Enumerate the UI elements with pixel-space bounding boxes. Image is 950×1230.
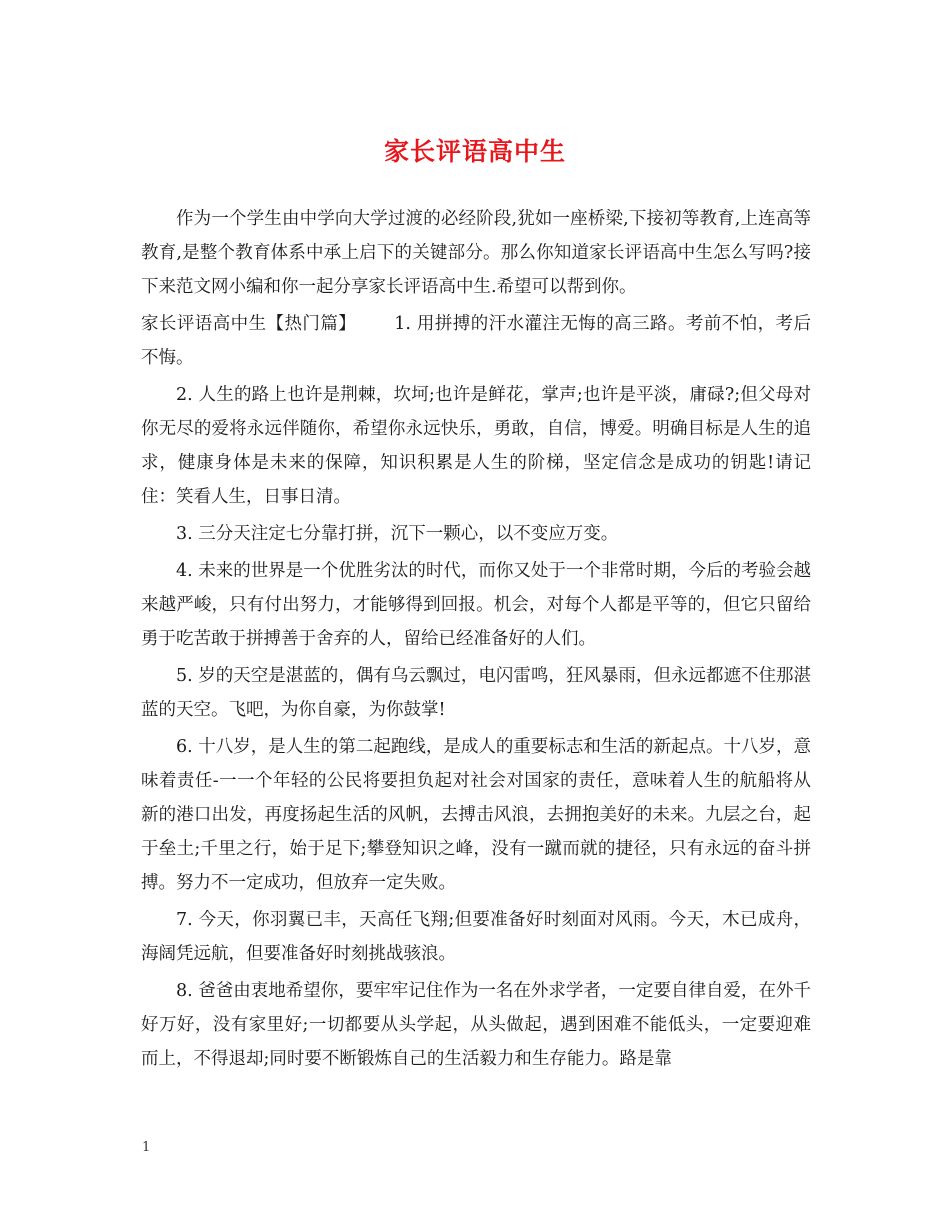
page-number: 1 (142, 1140, 151, 1155)
list-item-8: 8. 爸爸由衷地希望你，要牢牢记住作为一名在外求学者，一定要自律自爱，在外千好万好，没有家里好;一切都要从头学起，从头做起，遇到困难不能低头，一定要迎难而上，不得退却;同时要不断锻炼自己的生活毅力和生存能力。路是靠 (141, 981, 811, 1069)
document-body (141, 202, 811, 1076)
list-item-2: 2. 人生的路上也许是荆棘，坎坷;也许是鲜花，掌声;也许是平淡，庸碌?;但父母对你无尽的爱将永远伴随你，希望你永远快乐，勇敢，自信，博爱。明确目标是人生的追求，健康身体是未来的保障，知识积累是人生的阶梯，坚定信念是成功的钥匙!请记住：笑看人生，日事日清。 (141, 385, 811, 507)
section-heading-paragraph (141, 307, 811, 375)
list-item-1: 1. 用拼搏的汗水灌注无悔的高三路。考前不怕，考后不悔。 (141, 314, 811, 368)
section-heading: 家长评语高中生【热门篇】 (141, 314, 357, 334)
list-item-6: 6. 十八岁，是人生的第二起跑线，是成人的重要标志和生活的新起点。十八岁，意味着责任-一一个年轻的公民将要担负起对社会对国家的责任，意味着人生的航船将从新的港口出发，再度扬起生活的风帆，去搏击风浪，去拥抱美好的未来。九层之台，起于垒土;千里之行，始于足下;攀登知识之峰，没有一蹴而就的捷径，只有永远的奋斗拼搏。努力不一定成功，但放弃一定失败。 (141, 737, 811, 893)
intro-paragraph: 作为一个学生由中学向大学过渡的必经阶段,犹如一座桥梁,下接初等教育,上连高等教育,是整个教育体系中承上启下的关键部分。那么你知道家长评语高中生怎么写吗?接下来范文网小编和你一起分享家长评语高中生.希望可以帮到你。 (141, 209, 811, 297)
list-item-3: 3. 三分天注定七分靠打拼，沉下一颗心，以不变应万变。 (176, 524, 619, 544)
list-item-7: 7. 今天，你羽翼已丰，天高任飞翔;但要准备好时刻面对风雨。今天，木已成舟，海阔凭远航，但要准备好时刻挑战骇浪。 (141, 910, 811, 964)
page-title: 家长评语高中生 (383, 137, 566, 166)
list-item-4: 4. 未来的世界是一个优胜劣汰的时代，而你又处于一个非常时期，今后的考验会越来越严峻，只有付出努力，才能够得到回报。机会，对每个人都是平等的，但它只留给勇于吃苦敢于拼搏善于舍弃的人，留给已经准备好的人们。 (141, 561, 811, 649)
list-item-5: 5. 岁的天空是湛蓝的，偶有乌云飘过，电闪雷鸣，狂风暴雨，但永远都遮不住那湛蓝的天空。飞吧，为你自豪，为你鼓掌! (141, 666, 811, 720)
